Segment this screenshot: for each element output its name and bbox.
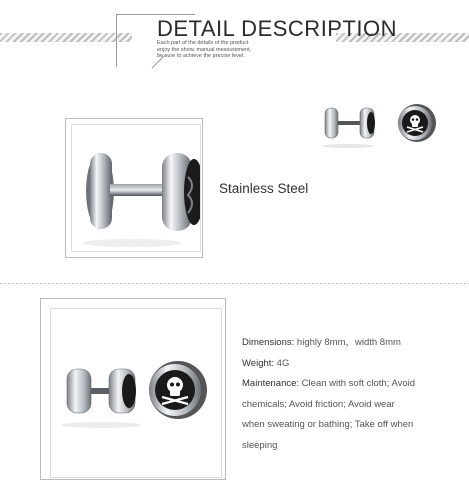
maintenance-line-4: sleeping	[242, 439, 278, 451]
header-diagonal-mark	[150, 52, 168, 70]
header-subtitle	[157, 40, 251, 60]
maintenance-line-3: when sweating or bathing; Take off when	[242, 419, 414, 430]
header-stripe-left	[0, 33, 132, 42]
maintenance-line-1: Clean with soft cloth; Avoid	[299, 378, 416, 389]
spec-dimensions	[242, 333, 457, 354]
weight-key: Weight:	[242, 357, 275, 369]
section-divider	[0, 283, 469, 284]
product-photo-top-right	[322, 102, 442, 150]
page-title: DETAIL DESCRIPTION	[157, 16, 398, 41]
product-pair-image	[51, 309, 222, 478]
spec-maintenance	[242, 374, 457, 395]
closeup-stud-image	[72, 125, 201, 252]
material-label: Stainless Steel	[219, 181, 309, 196]
dimensions-value: highly 8mm，width 8mm	[294, 337, 401, 348]
maintenance-line-2: chemicals; Avoid friction; Avoid wear	[242, 398, 395, 410]
weight-value: 4G	[274, 357, 290, 369]
dimensions-key: Dimensions:	[242, 337, 295, 348]
closeup-photo	[71, 124, 201, 252]
maintenance-key: Maintenance:	[242, 378, 300, 389]
spec-list	[242, 333, 457, 456]
spec-weight	[242, 354, 457, 375]
subtitle-line-1: Each part of the details of the product	[157, 40, 249, 46]
subtitle-line-2: enjoy the show, manual measurement,	[157, 46, 252, 53]
subtitle-line-3: be sure to achieve the precise level.	[157, 53, 245, 59]
product-photo	[50, 308, 222, 478]
